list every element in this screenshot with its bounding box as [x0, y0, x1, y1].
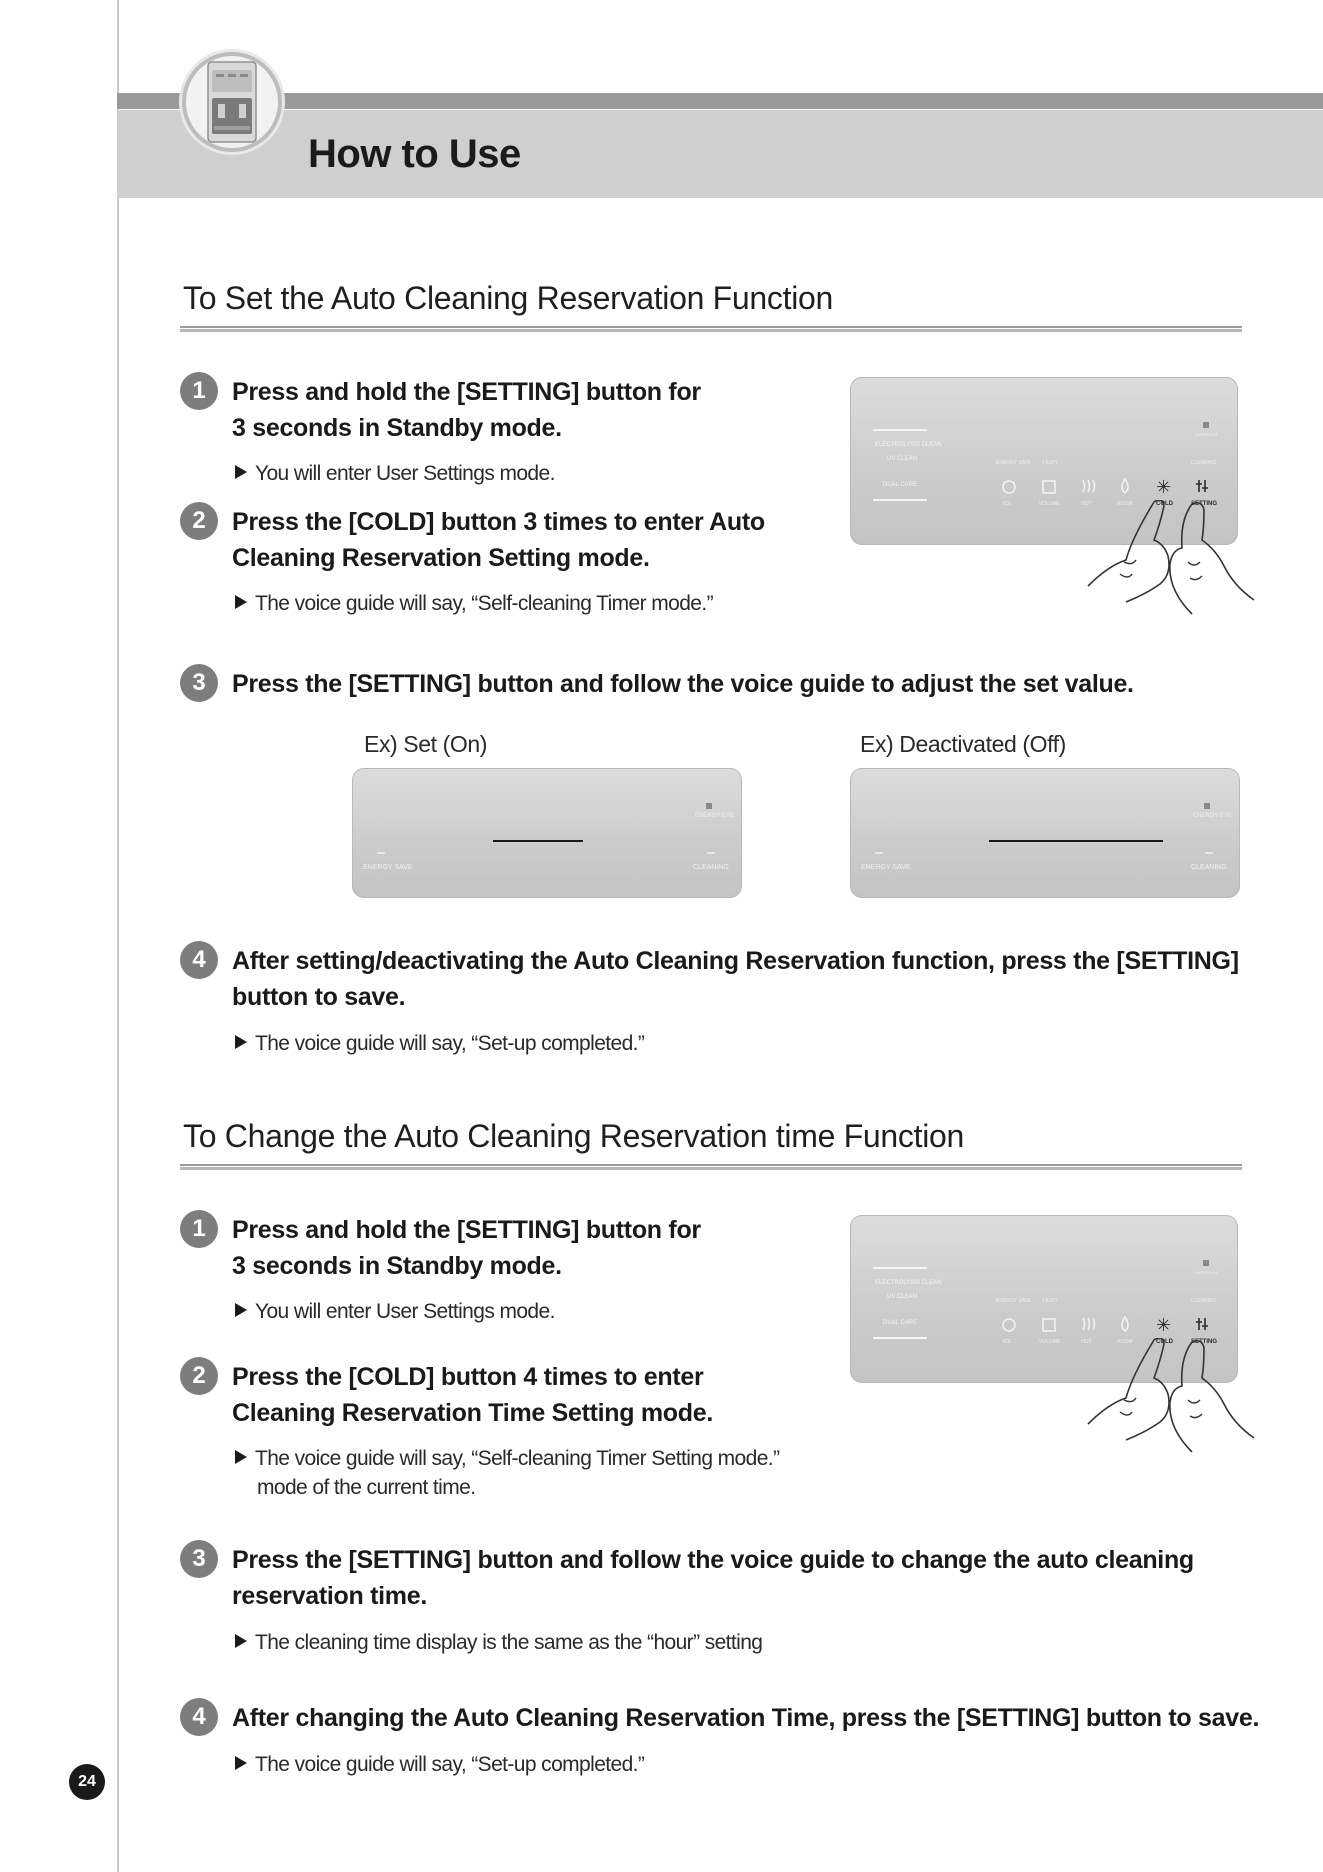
panel-left-label: ELECTROLYSIS CLEAN	[875, 442, 942, 448]
step-text: Press the [COLD] button 4 times to enter Cleaning Reservation Time Setting mode.	[232, 1363, 714, 1427]
svg-text:WATER EYE: WATER EYE	[1195, 1270, 1219, 1275]
svg-text:DUAL CARE: DUAL CARE	[883, 1320, 918, 1326]
display-panel-on	[352, 768, 742, 898]
svg-text:LIGHT: LIGHT	[1043, 1298, 1058, 1304]
volume-icon	[1043, 1319, 1055, 1331]
setting-icon	[1196, 1318, 1208, 1330]
cold-icon: ✳	[1156, 477, 1172, 497]
hand-pressing-icon	[1080, 1338, 1270, 1458]
room-icon	[1122, 479, 1128, 493]
step-note: The voice guide will say, “Set-up completed.”	[235, 1751, 644, 1779]
step-number: 1	[180, 1210, 218, 1248]
step-note: The cleaning time display is the same as the “hour” setting	[235, 1629, 762, 1657]
arrow-right-icon	[235, 1634, 247, 1648]
step-text: Press the [COLD] button 3 times to enter Auto Cleaning Reservation Setting mode.	[232, 508, 765, 572]
section-title-change: To Change the Auto Cleaning Reservation time Function	[183, 1118, 965, 1154]
svg-text:CLEANING: CLEANING	[1191, 864, 1227, 871]
panel-top-label: LIGHT	[1043, 460, 1058, 466]
room-icon	[1122, 1317, 1128, 1331]
step-note: The voice guide will say, “Set-up completed.”	[235, 1030, 644, 1058]
header-band	[117, 110, 1323, 198]
arrow-right-icon	[235, 1450, 247, 1464]
svg-text:ICE: ICE	[1003, 1339, 1012, 1345]
hand-pressing-icon	[1080, 500, 1270, 620]
svg-text:VOLUME: VOLUME	[1039, 1339, 1061, 1345]
step-text: Press and hold the [SETTING] button for 3 seconds in Standby mode.	[232, 1216, 701, 1280]
svg-text:ENERGY EYE: ENERGY EYE	[695, 813, 734, 819]
panel-top-label: ENERGY SAVE	[996, 460, 1032, 466]
display-panel-off	[850, 768, 1240, 898]
step-text: Press the [SETTING] button and follow the voice guide to adjust the set value.	[232, 670, 1134, 698]
step-text: Press the [SETTING] button and follow the voice guide to change the auto cleaning reservation time.	[232, 1546, 1194, 1610]
example-label-off: Ex) Deactivated (Off)	[860, 731, 1066, 757]
svg-text:ENERGY SAVE: ENERGY SAVE	[861, 864, 911, 871]
section-rule	[180, 1164, 1242, 1170]
arrow-right-icon	[235, 1756, 247, 1770]
svg-text:SETTING: SETTING	[1191, 501, 1218, 507]
step-number: 3	[180, 1540, 218, 1578]
volume-icon	[1043, 481, 1055, 493]
section-rule	[180, 326, 1242, 332]
hot-icon	[1083, 480, 1095, 492]
water-purifier-thumbnail	[182, 52, 282, 152]
step-number: 2	[180, 502, 218, 540]
hot-icon	[1083, 1318, 1095, 1330]
step-number: 4	[180, 1698, 218, 1736]
arrow-right-icon	[235, 465, 247, 479]
svg-text:ROOM: ROOM	[1117, 1339, 1133, 1345]
ice-icon	[1003, 1319, 1015, 1331]
header-top-rule	[117, 93, 1323, 109]
svg-text:ROOM: ROOM	[1117, 501, 1133, 507]
svg-text:CLEANING: CLEANING	[693, 864, 729, 871]
panel-left-label: DUAL CARE	[883, 482, 918, 488]
setting-icon	[1196, 480, 1208, 492]
svg-text:CLEANING: CLEANING	[1191, 1298, 1217, 1304]
svg-text:COLD: COLD	[1156, 1339, 1173, 1345]
svg-text:ENERGY SAVE: ENERGY SAVE	[363, 864, 413, 871]
svg-text:ICE: ICE	[1003, 501, 1012, 507]
page-number: 24	[69, 1764, 105, 1800]
svg-text:UV CLEAN: UV CLEAN	[887, 1294, 918, 1300]
svg-text:VOLUME: VOLUME	[1039, 501, 1061, 507]
cold-icon: ✳	[1156, 1315, 1172, 1335]
step-note: The voice guide will say, “Self-cleaning Timer Setting mode.”	[235, 1445, 779, 1473]
step-number: 2	[180, 1357, 218, 1395]
left-margin-rule	[117, 0, 119, 1872]
step-note: The voice guide will say, “Self-cleaning Timer mode.”	[235, 590, 713, 618]
step-text: After setting/deactivating the Auto Cleaning Reservation function, press the [SETTING] button to save.	[232, 947, 1239, 1011]
svg-text:SETTING: SETTING	[1191, 1339, 1218, 1345]
step-note-continued: mode of the current time.	[257, 1476, 476, 1499]
svg-text:ENERGY SAVE: ENERGY SAVE	[996, 1298, 1032, 1304]
step-text: Press and hold the [SETTING] button for 3 seconds in Standby mode.	[232, 378, 701, 442]
step-number: 1	[180, 372, 218, 410]
svg-text:HOT: HOT	[1081, 1339, 1092, 1345]
panel-top-label: CLEANING	[1191, 460, 1217, 466]
step-number: 4	[180, 941, 218, 979]
section-title-set: To Set the Auto Cleaning Reservation Function	[183, 280, 834, 316]
svg-text:HOT: HOT	[1081, 501, 1092, 507]
arrow-right-icon	[235, 595, 247, 609]
step-note: You will enter User Settings mode.	[235, 1298, 555, 1326]
arrow-right-icon	[235, 1035, 247, 1049]
step-note: You will enter User Settings mode.	[235, 460, 555, 488]
panel-left-label: UV CLEAN	[887, 456, 918, 462]
svg-text:ENERGY EYE: ENERGY EYE	[1193, 813, 1232, 819]
arrow-right-icon	[235, 1303, 247, 1317]
example-label-on: Ex) Set (On)	[364, 731, 488, 757]
ice-icon	[1003, 481, 1015, 493]
step-number: 3	[180, 664, 218, 702]
step-text: After changing the Auto Cleaning Reservation Time, press the [SETTING] button to save.	[232, 1704, 1260, 1732]
svg-text:ELECTROLYSIS CLEAN: ELECTROLYSIS CLEAN	[875, 1280, 942, 1286]
page-title: How to Use	[308, 132, 521, 176]
svg-text:COLD: COLD	[1156, 501, 1173, 507]
panel-top-label: WATER EYE	[1195, 432, 1219, 437]
